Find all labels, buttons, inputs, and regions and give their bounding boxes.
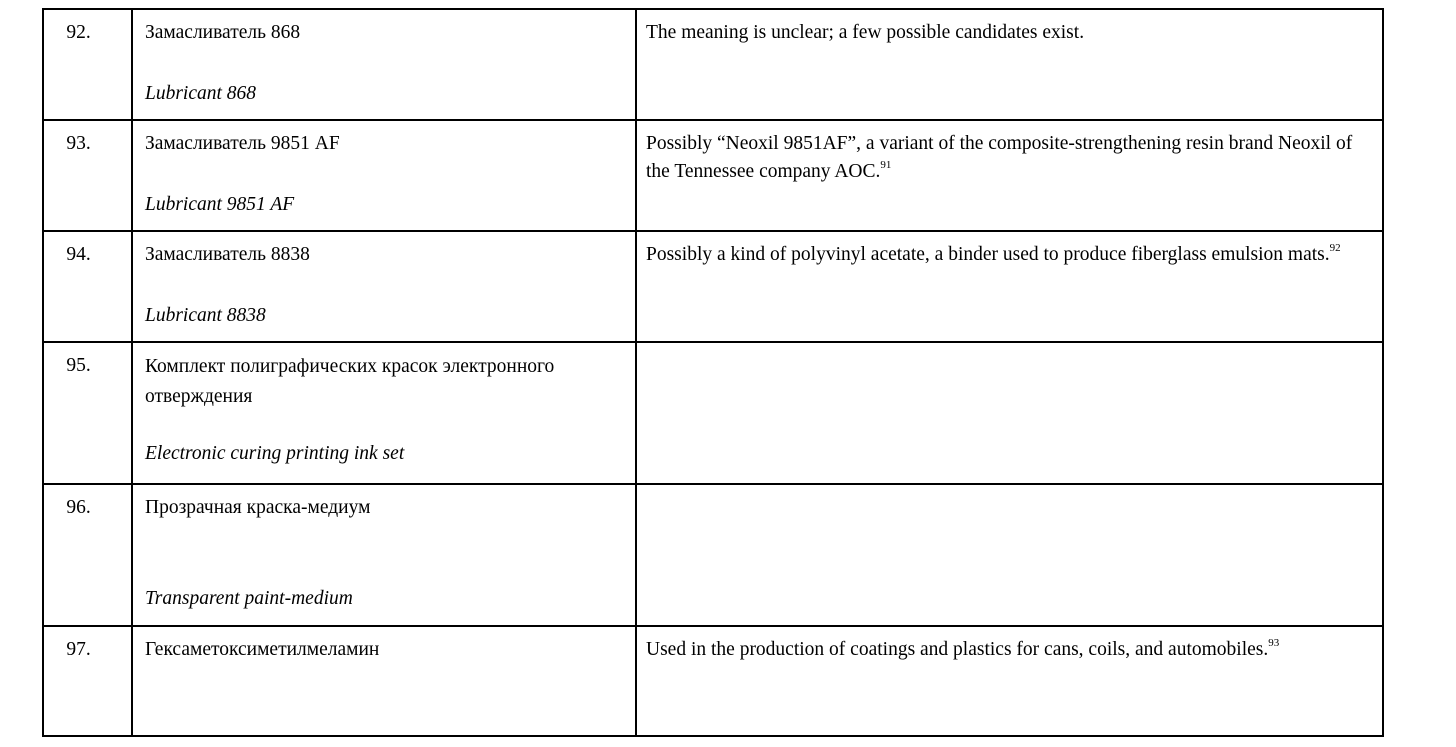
english-term: Lubricant 9851 AF [145,194,295,215]
footnote-ref[interactable]: 92 [1329,241,1341,254]
table-row [43,484,1383,626]
term-cell [132,120,636,231]
english-term: Lubricant 868 [145,83,257,104]
note-text: The meaning is unclear; a few possible candidates exist. [646,22,1085,43]
russian-term: Замасливатель 9851 AF [145,133,340,154]
row-number: 95. [43,342,132,484]
note-cell [636,120,1383,231]
row-number: 96. [43,484,132,626]
note-text: Used in the production of coatings and plastics for cans, coils, and automobiles. [646,639,1269,660]
row-number: 97. [43,626,132,736]
note-cell [636,9,1383,120]
row-number: 93. [43,120,132,231]
note-cell [636,231,1383,342]
english-term: Electronic curing printing ink set [145,443,405,464]
note-cell [636,626,1383,736]
glossary-table [42,8,1384,737]
english-term: Transparent paint-medium [145,588,353,609]
footnote-ref[interactable]: 91 [880,158,892,171]
term-cell [132,484,636,626]
footnote-ref[interactable]: 93 [1268,636,1280,649]
note-text: Possibly a kind of polyvinyl acetate, a binder used to produce fiberglass emulsion mats. [646,244,1330,265]
table-row [43,342,1383,484]
english-term: Lubricant 8838 [145,305,266,326]
term-cell [132,342,636,484]
table-row [43,626,1383,736]
row-number: 92. [43,9,132,120]
table-row [43,9,1383,120]
note-text: Possibly “Neoxil 9851AF”, a variant of the composite-strengthening resin brand Neoxil of the Tennessee company AOC. [646,133,1353,182]
russian-term: Гексаметоксиметилмеламин [145,639,380,660]
russian-term: Замасливатель 8838 [145,244,310,265]
term-cell [132,9,636,120]
note-cell [636,342,1383,484]
table-row [43,120,1383,231]
term-cell [132,231,636,342]
russian-term: Комплект полиграфических красок электронного отверждения [145,356,555,407]
term-cell [132,626,636,736]
russian-term: Замасливатель 868 [145,22,301,43]
note-cell [636,484,1383,626]
table-row [43,231,1383,342]
russian-term: Прозрачная краска-медиум [145,497,371,518]
row-number: 94. [43,231,132,342]
